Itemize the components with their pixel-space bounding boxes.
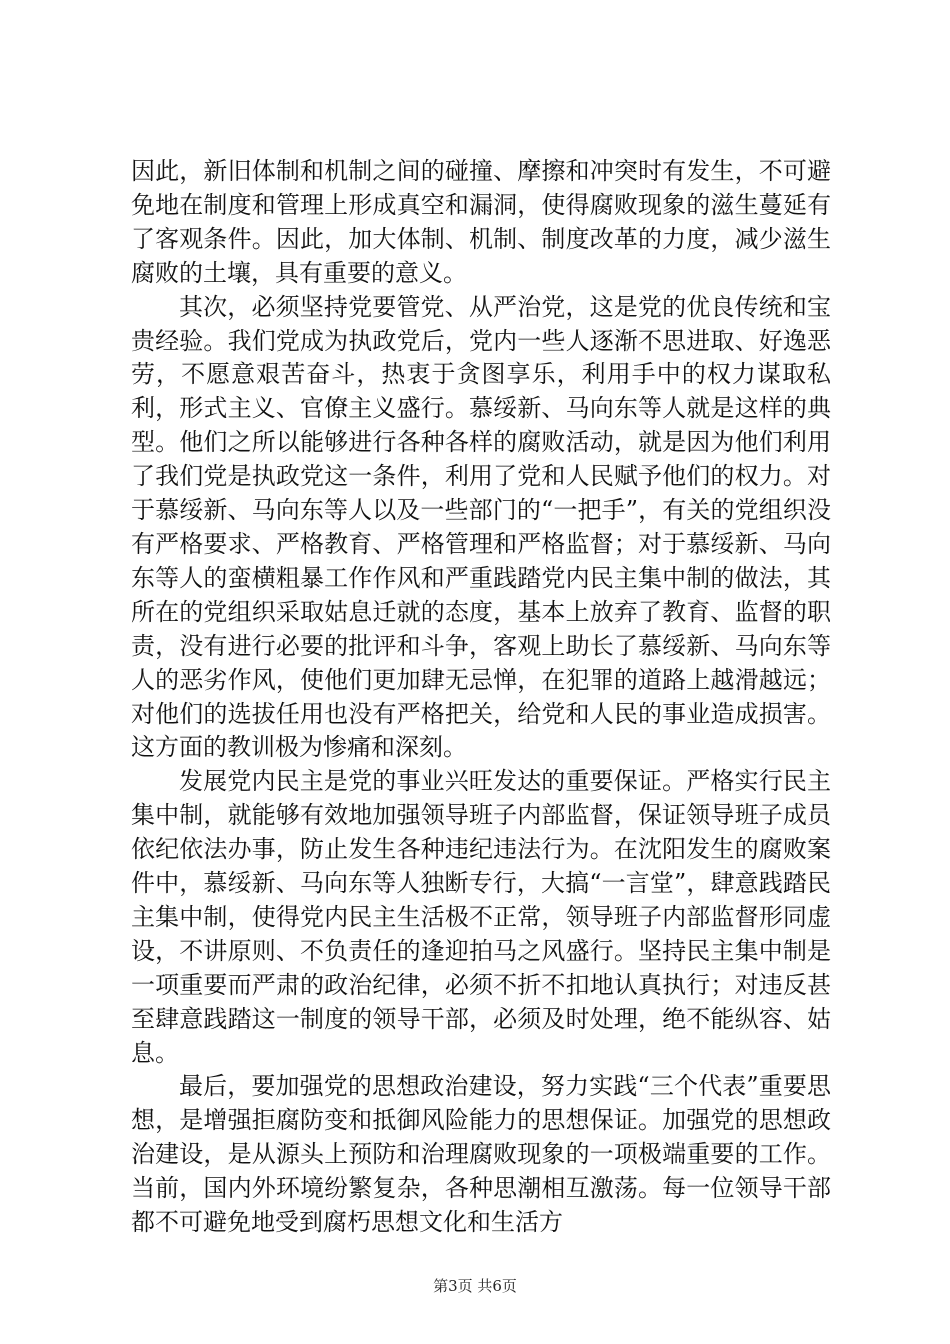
paragraph-3: 发展党内民主是党的事业兴旺发达的重要保证。严格实行民主集中制，就能够有效地加强领导班子内部监督，保证领导班子成员依纪依法办事，防止发生各种违纪违法行为。在沈阳发生的腐败案件中，慕绥新、马向东等人独断专行，大搞“一言堂”，肆意践踏民主集中制，使得党内民主生活极不正常，领导班子内部监督形同虚设，不讲原则、不负责任的逢迎拍马之风盛行。坚持民主集中制是一项重要而严肃的政治纪律，必须不折不扣地认真执行；对违反甚至肆意践踏这一制度的领导干部，必须及时处理，绝不能纵容、姑息。 xyxy=(131,767,831,1067)
paragraph-4: 最后，要加强党的思想政治建设，努力实践“三个代表”重要思想，是增强拒腐防变和抵御风险能力的思想保证。加强党的思想政治建设，是从源头上预防和治理腐败现象的一项极端重要的工作。当前，国内外环境纷繁复杂，各种思潮相互激荡。每一位领导干部都不可避免地受到腐朽思想文化和生活方 xyxy=(131,1072,831,1237)
paragraph-1: 因此，新旧体制和机制之间的碰撞、摩擦和冲突时有发生，不可避免地在制度和管理上形成真空和漏洞，使得腐败现象的滋生蔓延有了客观条件。因此，加大体制、机制、制度改革的力度，减少滋生腐败的土壤，具有重要的意义。 xyxy=(131,157,831,287)
document-body xyxy=(131,155,831,1240)
page-number-footer: 第3页 共6页 xyxy=(433,1277,517,1295)
paragraph-2: 其次，必须坚持党要管党、从严治党，这是党的优良传统和宝贵经验。我们党成为执政党后，党内一些人逐渐不思进取、好逸恶劳，不愿意艰苦奋斗，热衷于贪图享乐，利用手中的权力谋取私利，形式主义、官僚主义盛行。慕绥新、马向东等人就是这样的典型。他们之所以能够进行各种各样的腐败活动，就是因为他们利用了我们党是执政党这一条件，利用了党和人民赋予他们的权力。对于慕绥新、马向东等人以及一些部门的“一把手”，有关的党组织没有严格要求、严格教育、严格管理和严格监督；对于慕绥新、马向东等人的蛮横粗暴工作作风和严重践踏党内民主集中制的做法，其所在的党组织采取姑息迁就的态度，基本上放弃了教育、监督的职责，没有进行必要的批评和斗争，客观上助长了慕绥新、马向东等人的恶劣作风，使他们更加肆无忌惮，在犯罪的道路上越滑越远；对他们的选拔任用也没有严格把关，给党和人民的事业造成损害。这方面的教训极为惨痛和深刻。 xyxy=(131,292,831,762)
